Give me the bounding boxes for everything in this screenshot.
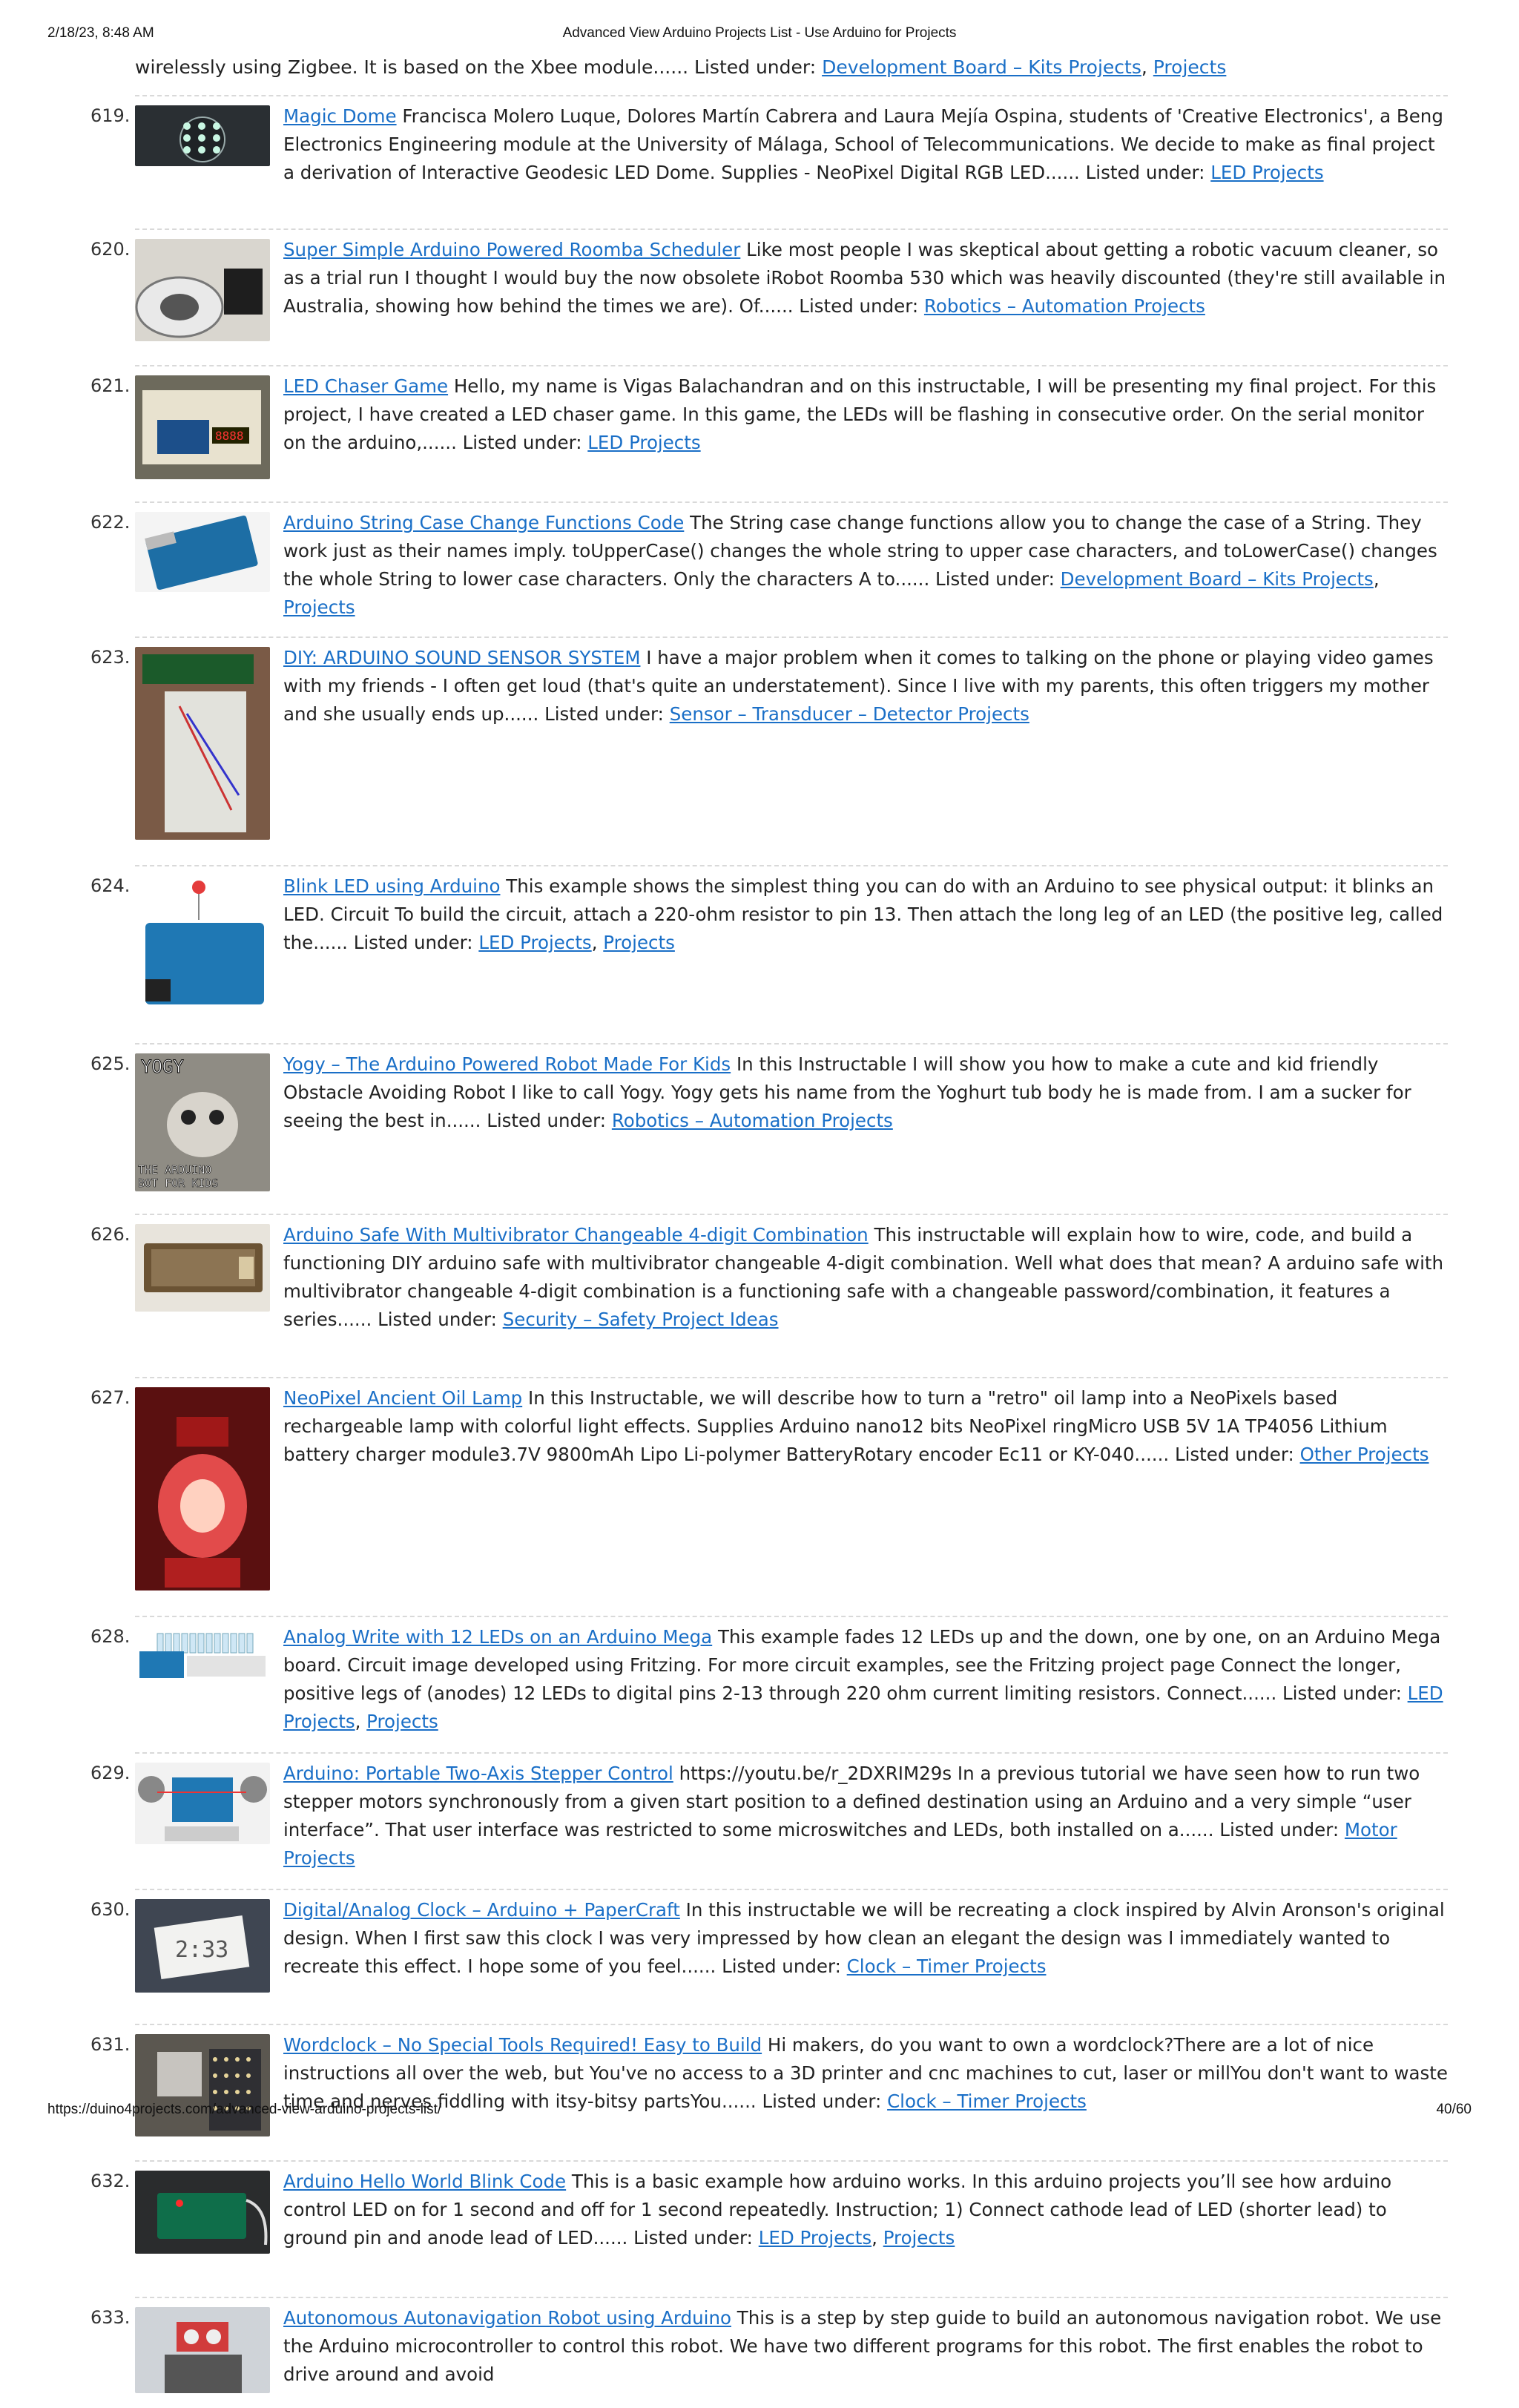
- project-description: This example shows the simplest thing you can do with an Arduino to see physical output: it blinks an LED. Circuit To build the circuit, attach a 220-ohm resistor to pin 13. Then attach the long leg of an LED (the positive leg, called the...... Listed under:: [283, 875, 1443, 953]
- project-description: This is a basic example how arduino works. In this arduino projects you’ll see how arduino control LED on for 1 second and off for 1 second repeatedly. Instruction; 1) Connect cathode lead of LED (shorter lead) to ground pin and anode lead of LED...... Listed under:: [283, 2171, 1392, 2249]
- svg-text:THE ARDUINO: THE ARDUINO: [138, 1163, 212, 1177]
- list-item: [90, 1214, 1448, 1377]
- item-number: 625.: [90, 1053, 131, 1074]
- lead-in-text: wirelessly using Zigbee. It is based on the Xbee module...... Listed under: Development Board – Kits Projects, Projects: [135, 56, 1227, 78]
- project-description: Francisca Molero Luque, Dolores Martín Cabrera and Laura Mejía Ospina, students of 'Creative Electronics', a Beng Electronics Engineering module at the University of Málaga, School of Telecommunications. We decide to make as final project a derivation of Interactive Geodesic LED Dome. Supplies - NeoPixel Digital RGB LED...... Listed under:: [283, 105, 1443, 183]
- project-title-link[interactable]: Arduino: Portable Two-Axis Stepper Control: [283, 1763, 673, 1784]
- list-item: [90, 228, 1448, 365]
- project-description: I have a major problem when it comes to talking on the phone or playing video games with my friends - I often get loud (that's quite an understatement). Since I live with my parents, this often triggers my mother and she usually ends up...... Listed under:: [283, 647, 1434, 725]
- item-number: 626.: [90, 1224, 131, 1245]
- project-description: In this instructable we will be recreating a clock inspired by Alvin Aronson's original design. When I first saw this clock I was very impressed by how clean an elegant the design was I immediately wanted to recreate this effect. I hope some of you feel...... Listed under:: [283, 1899, 1445, 1977]
- item-number: 630.: [90, 1899, 131, 1920]
- item-text: Blink LED using Arduino This example shows the simplest thing you can do with an Arduino to see physical output: it blinks an LED. Circuit To build the circuit, attach a 220-ohm resistor to pin 13. Then attach the long leg of an LED (the positive leg, called the...... Listed under: LED Projects, Projects: [283, 875, 1443, 953]
- lead-in-description: wirelessly using Zigbee. It is based on the Xbee module...... Listed under:: [135, 56, 823, 78]
- item-text: [283, 236, 1448, 320]
- project-title-link[interactable]: Arduino Hello World Blink Code: [283, 2171, 567, 2192]
- item-number: 624.: [90, 875, 131, 896]
- category-link[interactable]: Development Board – Kits Projects: [822, 56, 1141, 78]
- category-link[interactable]: Clock – Timer Projects: [846, 1955, 1047, 1977]
- project-description: https://youtu.be/r_2DXRIM29s In a previous tutorial we have seen how to run two stepper motors synchronously from a given start position to a defined destination using an Arduino and a very simple “user interface”. That user interface was restricted to some microswitches and LEDs, both installed on a...... Listed under:: [283, 1763, 1420, 1840]
- list-item: [90, 636, 1448, 865]
- project-description: Hi makers, do you want to own a wordclock?There are a lot of nice instructions all over the web, but You've no access to a 3D printer and cnc machines to cut, laser or millYou don't want to waste time and nerves fiddling with itsy-bitsy partsYou...... Listed under:: [283, 2034, 1448, 2112]
- project-title-link[interactable]: Super Simple Arduino Powered Roomba Scheduler: [283, 239, 741, 260]
- project-thumbnail[interactable]: [135, 239, 270, 341]
- svg-text:8888: 8888: [215, 429, 244, 443]
- project-thumbnail[interactable]: [135, 875, 270, 1016]
- project-title-link[interactable]: LED Chaser Game: [283, 375, 449, 397]
- item-number: 619.: [90, 105, 131, 126]
- category-link[interactable]: LED Projects: [1210, 162, 1324, 183]
- list-item: [90, 2160, 1448, 2297]
- item-number: 620.: [90, 239, 131, 260]
- project-thumbnail[interactable]: [135, 2307, 270, 2393]
- project-thumbnail[interactable]: [135, 647, 270, 840]
- project-thumbnail[interactable]: [135, 1626, 270, 1681]
- category-link[interactable]: Projects: [603, 932, 675, 953]
- category-link[interactable]: LED Projects: [283, 1682, 1443, 1732]
- category-link[interactable]: Projects: [883, 2227, 955, 2249]
- category-link[interactable]: Robotics – Automation Projects: [923, 295, 1205, 317]
- category-link[interactable]: Security – Safety Project Ideas: [502, 1309, 779, 1330]
- item-number: 627.: [90, 1387, 131, 1408]
- project-thumbnail[interactable]: [135, 375, 270, 479]
- project-thumbnail[interactable]: [135, 1763, 270, 1844]
- item-text: [283, 372, 1448, 457]
- print-page-title: Advanced View Arduino Projects List - Use Arduino for Projects: [562, 25, 957, 41]
- item-text: [283, 644, 1448, 728]
- project-title-link[interactable]: Analog Write with 12 LEDs on an Arduino Mega: [283, 1626, 713, 1648]
- project-description: This instructable will explain how to wire, code, and build a functioning DIY arduino safe with multivibrator changeable 4-digit combination. Well what does that mean? A arduino safe with multivibrator changeable 4-digit combination is a functioning safe with a changeable password/combination, it features a series...... Listed under:: [283, 1224, 1444, 1330]
- category-link[interactable]: Projects: [283, 596, 355, 618]
- category-link[interactable]: Other Projects: [1299, 1444, 1429, 1465]
- item-text: [283, 1384, 1448, 1469]
- project-thumbnail[interactable]: [135, 1224, 270, 1312]
- list-item: [90, 1043, 1448, 1214]
- item-text: Arduino String Case Change Functions Code The String case change functions allow you to change the case of a String. They work just as their names imply. toUpperCase() changes the whole string to upper case characters, and toLowerCase() changes the whole String to lower case characters. Only the characters A to...... Listed under: Development Board – Kits Projects, Projects: [283, 512, 1437, 618]
- category-link[interactable]: Development Board – Kits Projects: [1060, 568, 1374, 590]
- item-number: 623.: [90, 647, 131, 668]
- items-container: [90, 95, 1448, 2408]
- project-thumbnail[interactable]: [135, 105, 270, 166]
- project-title-link[interactable]: Blink LED using Arduino: [283, 875, 501, 897]
- project-title-link[interactable]: Wordclock – No Special Tools Required! Easy to Build: [283, 2034, 762, 2056]
- project-list: [90, 53, 1448, 2408]
- svg-text:2:33: 2:33: [175, 1937, 229, 1963]
- item-number: 631.: [90, 2034, 131, 2055]
- category-link[interactable]: Projects: [366, 1711, 438, 1732]
- item-text: [283, 1221, 1448, 1334]
- item-text: [283, 1050, 1448, 1135]
- item-text: Arduino Hello World Blink Code This is a basic example how arduino works. In this arduino projects you’ll see how arduino control LED on for 1 second and off for 1 second repeatedly. Instruction; 1) Connect cathode lead of LED (shorter lead) to ground pin and anode lead of LED...... Listed under: LED Projects, Projects: [283, 2171, 1392, 2249]
- print-datetime: 2/18/23, 8:48 AM: [47, 25, 154, 41]
- project-thumbnail[interactable]: [135, 512, 270, 592]
- category-link[interactable]: Projects: [1153, 56, 1227, 78]
- print-footer: [47, 2102, 1472, 2122]
- item-text: Analog Write with 12 LEDs on an Arduino Mega This example fades 12 LEDs up and the down, one by one, on an Arduino Mega board. Circuit image developed using Fritzing. For more circuit examples, see the Fritzing project page Connect the longer, positive legs of (anodes) 12 LEDs to digital pins 2-13 through 220 ohm current limiting resistors. Connect...... Listed under: LED Projects, Projects: [283, 1626, 1443, 1732]
- list-item: [90, 1752, 1448, 1889]
- project-title-link[interactable]: Magic Dome: [283, 105, 397, 127]
- category-link[interactable]: Robotics – Automation Projects: [611, 1110, 893, 1131]
- item-number: 628.: [90, 1626, 131, 1647]
- item-text: [283, 102, 1448, 187]
- item-number: 621.: [90, 375, 131, 396]
- print-page-number: 40/60: [1436, 2102, 1472, 2117]
- category-link[interactable]: LED Projects: [758, 2227, 872, 2249]
- category-link[interactable]: LED Projects: [587, 432, 701, 453]
- project-title-link[interactable]: Arduino String Case Change Functions Code: [283, 512, 685, 533]
- project-description: In this Instructable I will show you how to make a cute and kid friendly Obstacle Avoiding Robot I like to call Yogy. Yogy gets his name from the Yoghurt tub body he is made from. I am a sucker for seeing the best in...... Listed under:: [283, 1053, 1411, 1131]
- project-title-link[interactable]: NeoPixel Ancient Oil Lamp: [283, 1387, 523, 1409]
- item-text: [283, 1760, 1448, 1872]
- project-title-link[interactable]: Autonomous Autonavigation Robot using Arduino: [283, 2307, 731, 2329]
- item-text: [283, 2304, 1448, 2389]
- project-description: The String case change functions allow you to change the case of a String. They work just as their names imply. toUpperCase() changes the whole string to upper case characters, and toLowerCase() changes the whole String to lower case characters. Only the characters A to...... Listed under:: [283, 512, 1437, 590]
- item-number: 622.: [90, 512, 131, 533]
- project-thumbnail[interactable]: [135, 1053, 270, 1191]
- project-title-link[interactable]: Arduino Safe With Multivibrator Changeable 4-digit Combination: [283, 1224, 869, 1246]
- project-title-link[interactable]: DIY: ARDUINO SOUND SENSOR SYSTEM: [283, 647, 641, 668]
- list-item: [90, 2297, 1448, 2408]
- list-item: [90, 365, 1448, 501]
- category-link[interactable]: Motor Projects: [283, 1819, 1397, 1869]
- list-item: [90, 2024, 1448, 2160]
- item-number: 633.: [90, 2307, 131, 2328]
- project-title-link[interactable]: Yogy – The Arduino Powered Robot Made For Kids: [283, 1053, 731, 1075]
- list-item: [90, 95, 1448, 228]
- project-thumbnail[interactable]: [135, 1899, 270, 1993]
- item-number: 629.: [90, 1763, 131, 1783]
- list-item: [90, 1616, 1448, 1752]
- project-description: Hello, my name is Vigas Balachandran and on this instructable, I will be presenting my final project. For this project, I have created a LED chaser game. In this game, the LEDs will be flashing in consecutive order. On the serial monitor on the arduino,...... Listed under:: [283, 375, 1437, 453]
- svg-text:YOGY: YOGY: [141, 1056, 184, 1077]
- list-item: [90, 865, 1448, 1043]
- item-number: 632.: [90, 2171, 131, 2191]
- project-description: This example fades 12 LEDs up and the down, one by one, on an Arduino Mega board. Circuit image developed using Fritzing. For more circuit examples, see the Fritzing project page Connect the longer, positive legs of (anodes) 12 LEDs to digital pins 2-13 through 220 ohm current limiting resistors. Connect...... Listed under:: [283, 1626, 1441, 1704]
- category-link[interactable]: LED Projects: [478, 932, 592, 953]
- category-link[interactable]: Clock – Timer Projects: [887, 2090, 1087, 2112]
- list-item: [90, 1889, 1448, 2024]
- project-thumbnail[interactable]: [135, 1387, 270, 1590]
- project-description: In this Instructable, we will describe how to turn a "retro" oil lamp into a NeoPixels based rechargeable lamp with colorful light effects. Supplies Arduino nano12 bits NeoPixel ringMicro USB 5V 1A TP4056 Lithium battery charger module3.7V 9800mAh Lipo Li-polymer BatteryRotary encoder Ec11 or KY-040...... Listed under:: [283, 1387, 1388, 1465]
- category-link[interactable]: Sensor – Transducer – Detector Projects: [669, 703, 1029, 725]
- print-url: https://duino4projects.com/advanced-view-arduino-projects-list/: [47, 2102, 442, 2117]
- list-item: [90, 501, 1448, 636]
- project-thumbnail[interactable]: [135, 2171, 270, 2254]
- item-text: [283, 1896, 1448, 1981]
- svg-text:BOT FOR KIDS: BOT FOR KIDS: [138, 1177, 219, 1190]
- project-description: Like most people I was skeptical about getting a robotic vacuum cleaner, so as a trial run I thought I would buy the now obsolete iRobot Roomba 530 which was heavily discounted (they're still available in Australia, showing how behind the times we are). Of...... Listed under:: [283, 239, 1446, 317]
- list-item: [90, 1377, 1448, 1616]
- project-title-link[interactable]: Digital/Analog Clock – Arduino + PaperCraft: [283, 1899, 680, 1921]
- project-description: This is a step by step guide to build an autonomous navigation robot. We use the Arduino microcontroller to control this robot. We have two different programs for this robot. The first enables the robot to drive around and avoid: [283, 2307, 1442, 2385]
- print-header: [47, 25, 1472, 46]
